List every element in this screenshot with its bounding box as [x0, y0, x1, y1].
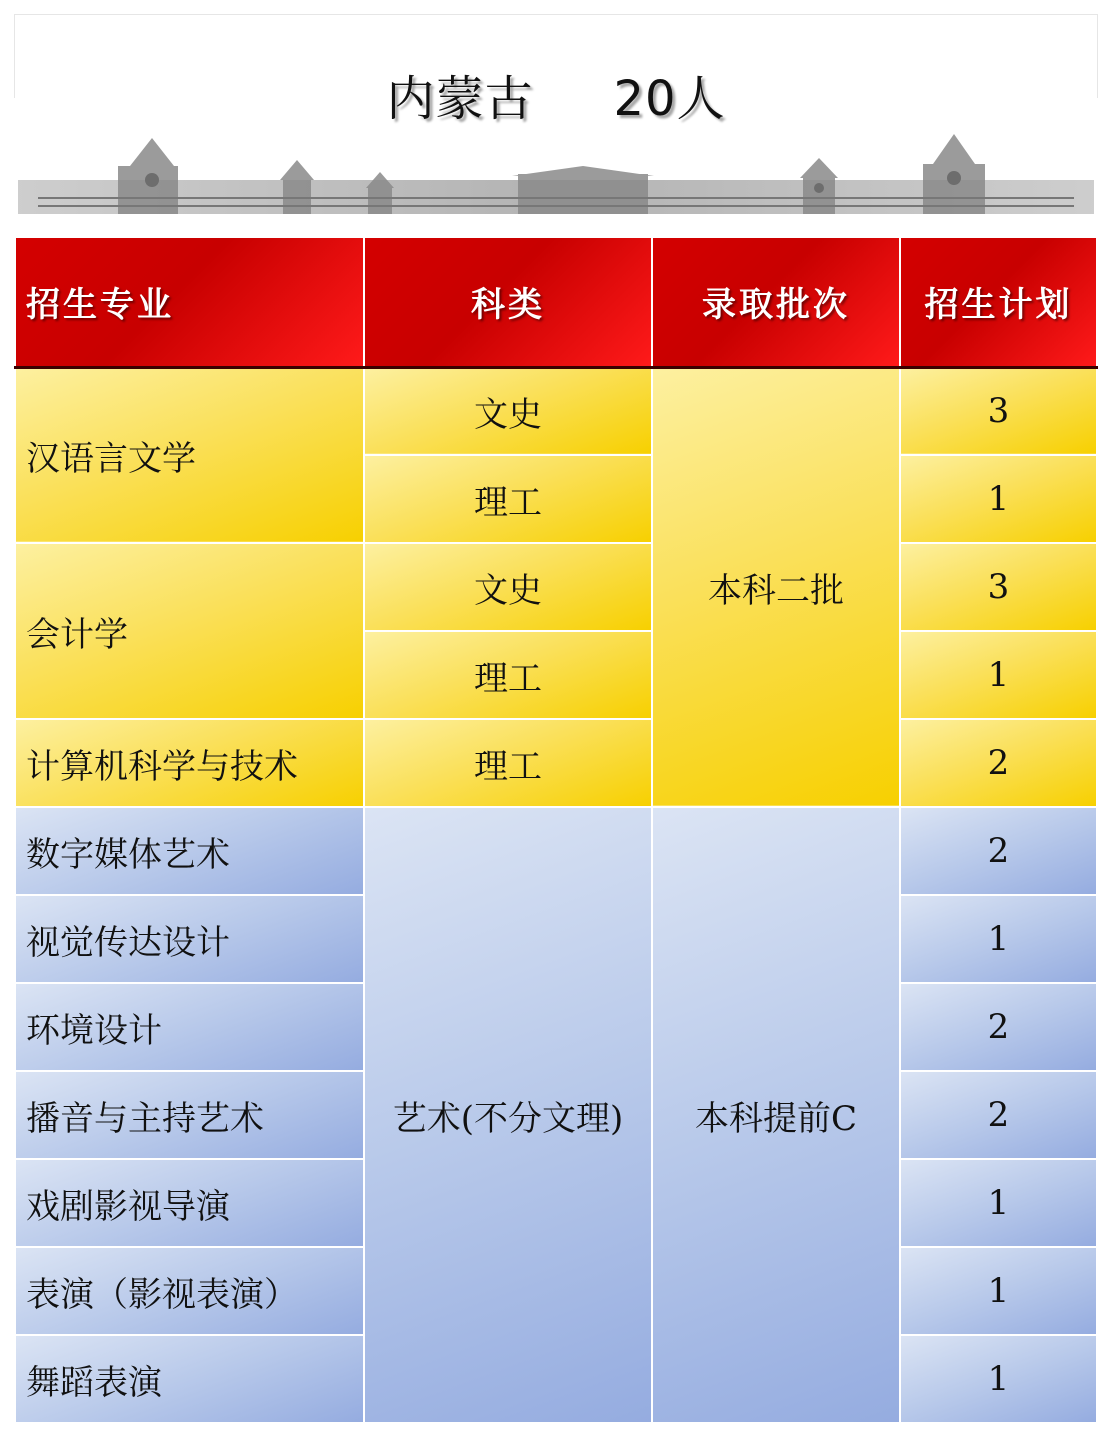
- batch-cell: 本科提前C: [652, 807, 900, 1423]
- enrollment-plan-table: [14, 236, 1098, 1424]
- table-row: [15, 719, 1097, 807]
- region-name: 内蒙古: [386, 71, 534, 127]
- category-cell: 文史: [364, 367, 652, 455]
- plan-cell: 1: [900, 1335, 1097, 1423]
- category-cell: 艺术(不分文理): [364, 807, 652, 1423]
- plan-cell: 1: [900, 1247, 1097, 1335]
- major-cell: 视觉传达设计: [15, 895, 364, 983]
- total-quota: 20人: [613, 71, 726, 127]
- plan-cell: 2: [900, 983, 1097, 1071]
- major-cell: 数字媒体艺术: [15, 807, 364, 895]
- category-cell: 理工: [364, 455, 652, 543]
- campus-skyline-banner: [18, 132, 1094, 214]
- major-cell: 计算机科学与技术: [15, 719, 364, 807]
- category-cell: 理工: [364, 631, 652, 719]
- page-title: [0, 60, 1112, 129]
- major-cell: 汉语言文学: [15, 367, 364, 543]
- major-cell: 环境设计: [15, 983, 364, 1071]
- plan-cell: 2: [900, 719, 1097, 807]
- category-cell: 文史: [364, 543, 652, 631]
- table-row: [15, 807, 1097, 895]
- plan-cell: 1: [900, 631, 1097, 719]
- table-header-row: [15, 237, 1097, 367]
- plan-cell: 3: [900, 367, 1097, 455]
- plan-cell: 1: [900, 895, 1097, 983]
- major-cell: 戏剧影视导演: [15, 1159, 364, 1247]
- header-batch: 录取批次: [652, 237, 900, 367]
- major-cell: 播音与主持艺术: [15, 1071, 364, 1159]
- header-major: 招生专业: [15, 237, 364, 367]
- table-row: [15, 543, 1097, 631]
- major-cell: 表演（影视表演）: [15, 1247, 364, 1335]
- plan-cell: 2: [900, 807, 1097, 895]
- header-plan: 招生计划: [900, 237, 1097, 367]
- plan-cell: 3: [900, 543, 1097, 631]
- plan-cell: 1: [900, 455, 1097, 543]
- plan-cell: 1: [900, 1159, 1097, 1247]
- table-row: [15, 367, 1097, 455]
- major-cell: 会计学: [15, 543, 364, 719]
- category-cell: 理工: [364, 719, 652, 807]
- plan-cell: 2: [900, 1071, 1097, 1159]
- batch-cell: 本科二批: [652, 367, 900, 807]
- header-category: 科类: [364, 237, 652, 367]
- major-cell: 舞蹈表演: [15, 1335, 364, 1423]
